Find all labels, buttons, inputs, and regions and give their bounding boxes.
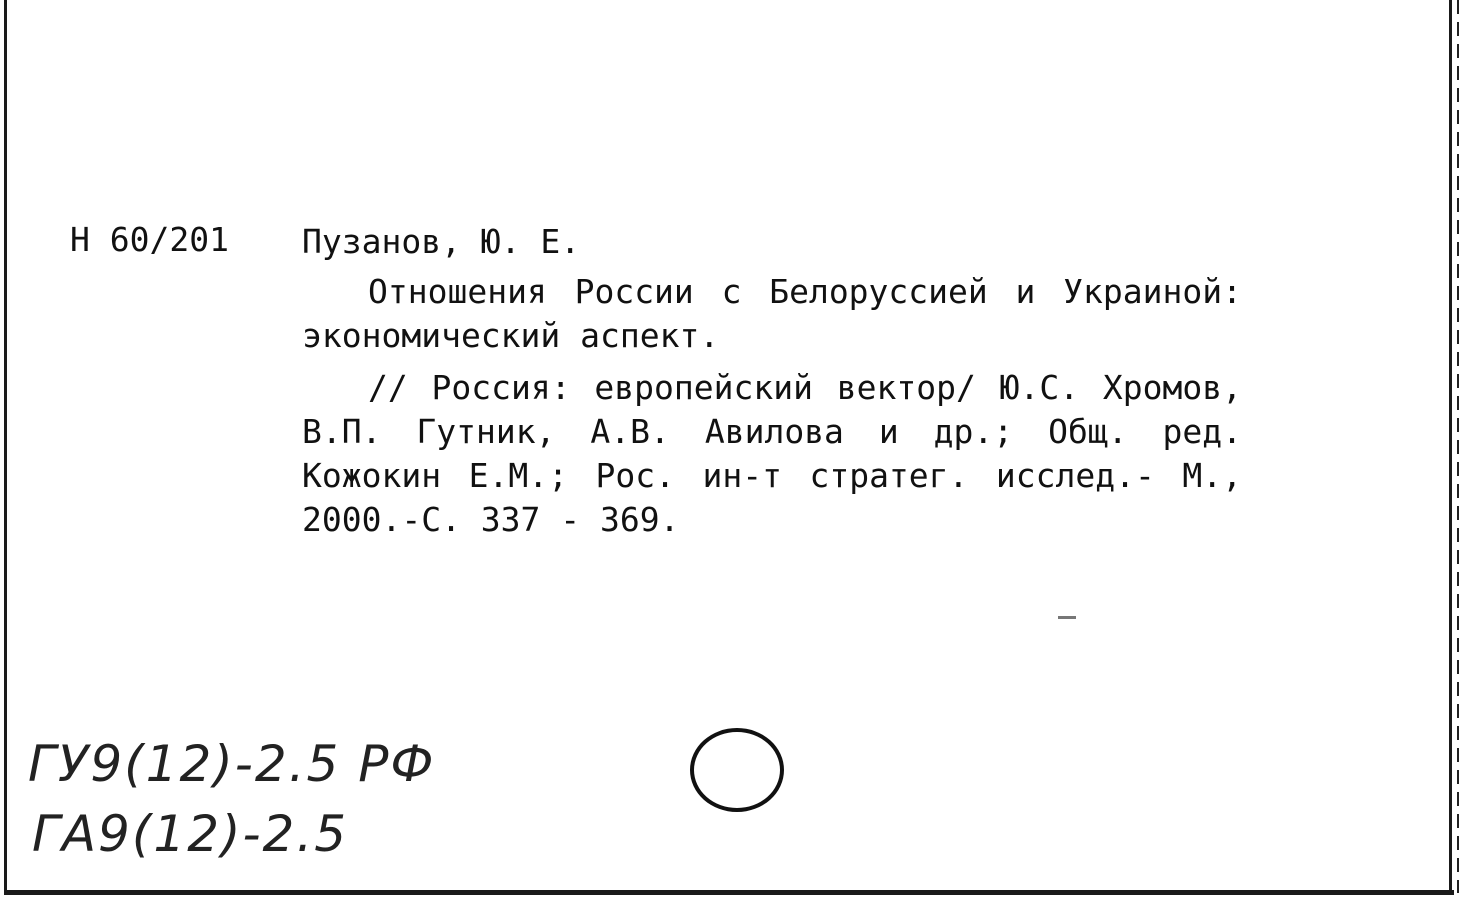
shelfmark: Н 60/201 — [70, 220, 229, 259]
handwritten-classification-code: ГУ9(12)-2.5 РФ — [28, 735, 436, 793]
card-bottom-edge — [4, 890, 1454, 895]
card-right-edge-dashed — [1457, 0, 1459, 893]
source-description: // Россия: европейский вектор/ Ю.С. Хромов, В.П. Гутник, А.В. Авилова и др.; Общ. ред. Кожокин Е.М.; Рос. ин-т стратег. исслед.- М., 2000.-С. 337 - 369. — [302, 368, 1242, 539]
punch-hole — [690, 728, 784, 812]
card-right-edge — [1449, 0, 1452, 893]
scan-speck — [1058, 616, 1076, 619]
card-left-edge — [4, 0, 7, 895]
author: Пузанов, Ю. Е. — [302, 222, 581, 261]
article-title: Отношения России с Белоруссией и Украиной: экономический аспект. — [302, 272, 1242, 355]
handwritten-classification-code: ГА9(12)-2.5 — [32, 805, 349, 863]
bibliographic-entry — [302, 220, 1242, 542]
